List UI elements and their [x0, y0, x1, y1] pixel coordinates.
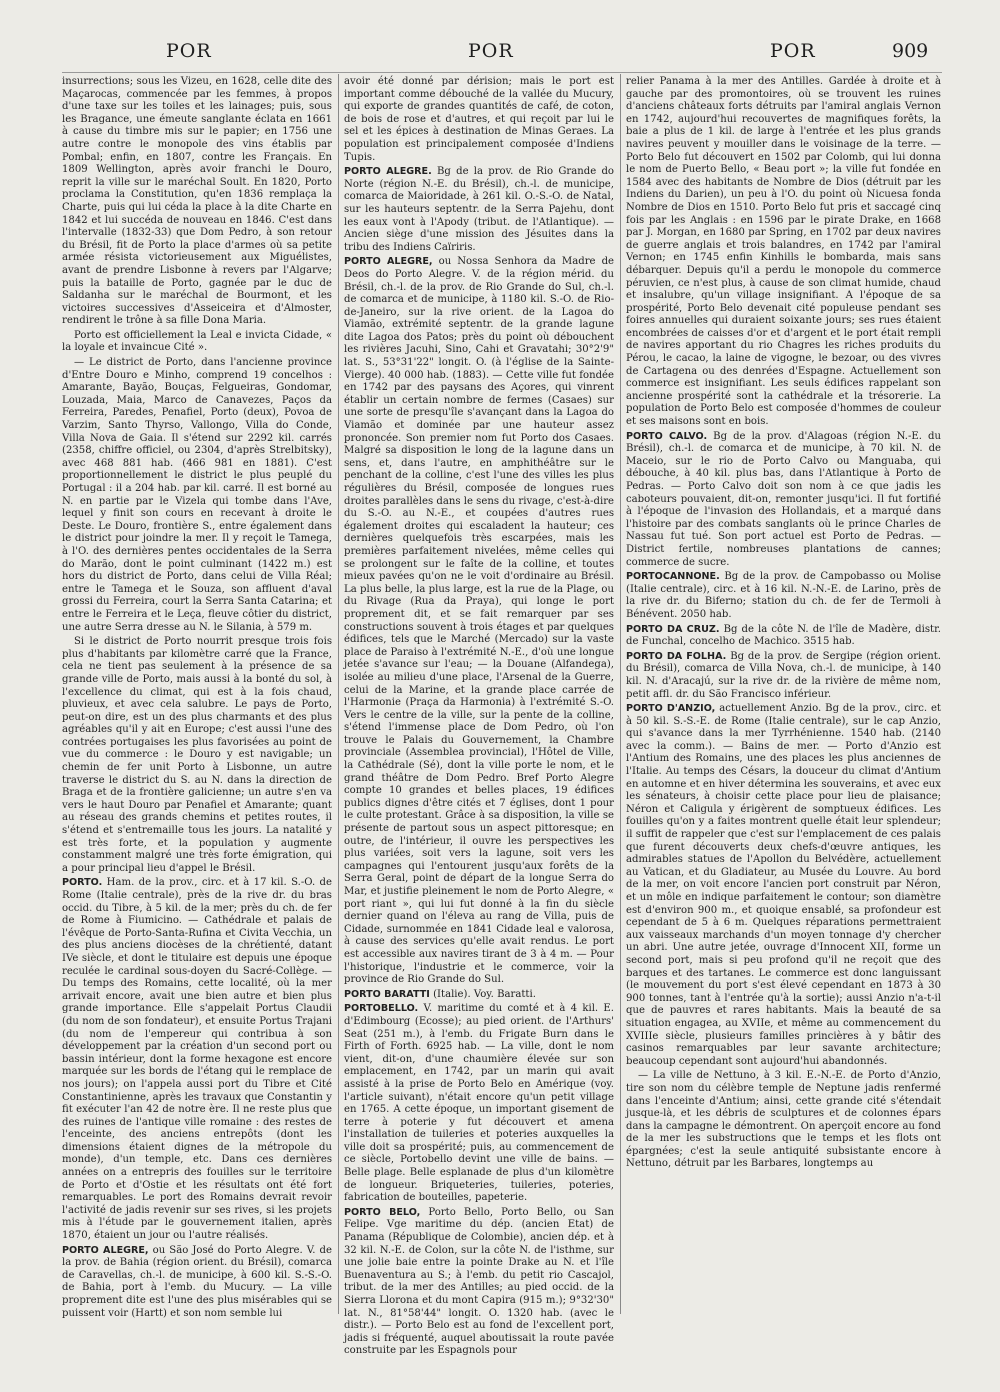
dictionary-entry: [62, 877, 332, 1242]
column-divider: [338, 74, 339, 1314]
dictionary-entry: [344, 256, 614, 986]
dictionary-entry: [626, 624, 941, 649]
running-head-center: POR: [468, 40, 514, 62]
entry-text: insurrections; sous les Vizeu, en 1628, celle dite des Maçarocas, commencée par les femmes, à propos d'une taxe sur les toiles et les lainages; puis, sous les Bragance, une émeute sanglante éclata en 1661 à cause du timbre mis sur le papier; en 1756 une autre contre le monopole des vins établis par Pombal; enfin, en 1807, contre les Français. En 1809 Wellington, après avoir franchi le Douro, reprit la ville sur le maréchal Soult. En 1820, Porto proclama la Constitution, qu'en 1836 remplaça la Charte, puis qui lui céda la place à la dite Charte en 1842 et lui succéda de nouveau en 1846. C'est dans l'intervalle (1832-33) que Dom Pedro, à son retour du Brésil, fit de Porto la place d'armes où sa petite armée résista victorieusement aux Miguélistes, avant de prendre Lisbonne à revers par l'Algarve; puis la bataille de Porto, gagnée par le duc de Saldanha sur le maréchal de Bourmont, et les victoires successives d'Asseiceira et d'Almoster, rendirent le trône à sa fille Dona Maria.: [62, 76, 332, 327]
entry-headword: PORTOBELLO.: [344, 1003, 419, 1015]
dictionary-entry: [626, 703, 941, 1068]
entry-text: — La ville de Nettuno, à 3 kil. E.-N.-E. de Porto d'Anzio, tire son nom du célèbre temple de Neptune jadis renfermé dans l'enceinte d'Antium; ainsi, cette grande cité s'étendait jusque-là, et les débris de sculptures et de colonnes épars dans la campagne le démontrent. On aperçoit encore au fond de la mer les substructions que le temps et les flots ont épargnées; c'est la seule antiquité subsistante encore à Nettuno, détruit par les Barbares, longtemps au: [626, 1070, 941, 1170]
dictionary-entry: [344, 1207, 614, 1358]
dictionary-entry: [62, 636, 332, 875]
entry-text: Bg de la prov. de Campobasso ou Molise (Italie centrale), circ. et à 16 kil. N.-N.-E. de Larino, près de la rive dr. du Biferno; station du ch. de fer de Termoli à Bénévent. 2050 hab.: [626, 571, 941, 620]
running-head-right: POR: [770, 40, 816, 62]
dictionary-entry: [344, 166, 614, 254]
text-column-2: [344, 76, 614, 1357]
entry-text: actuellement Anzio. Bg de la prov., circ. et à 50 kil. S.-S.-E. de Rome (Italie centrale), sur le cap Anzio, qui s'avance dans la mer Tyrrhénienne. 1540 hab. (2140 avec la comm.). — Bains de mer. — Porto d'Anzio est l'Antium des Romains, une des places les plus anciennes de l'Italie. Au temps des Césars, la douceur du climat d'Antium en automne et en hiver détermina les souverains, et avec eux les sénateurs, à choisir cette place pour lieu de plaisance; Néron et Caligula y érigèrent de somptueux édifices. Les fouilles qu'on y a faites montrent quelle était leur splendeur; il suffit de rappeler que c'est sur l'emplacement de ces palais que furent découverts deux chefs-d'œuvre antiques, les admirables statues de l'Apollon du Belvédère, actuellement au Vatican, et du Gladiateur, au Musée du Louvre. Au bord de la mer, on voit encore l'ancien port construit par Néron, et un môle en indique parfaitement le contour; son diamètre est d'environ 900 m., et quoique ensablé, sa profondeur est cependant de 5 à 6 m. Quelques réparations permettraient aux vaisseaux marchands d'un moyen tonnage d'y chercher un abri. Une autre jetée, ouvrage d'Innocent XII, forme un second port, mais si peu profond qu'il ne reçoit que des barques et des tartanes. Le commerce est donc languissant (le mouvement du port s'est élevé cependant en 1873 à 30 900 tonnes, tant à l'entrée qu'à la sortie); aussi Anzio n'a-t-il que de pauvres et rares habitants. Mais la beauté de sa situation engagea, au XVIIe, et même au commencement du XVIIIe siècle, plusieurs familles princières à y bâtir des casinos remarquables par leur savante architecture; beaucoup cependant sont aujourd'hui abandonnés.: [626, 703, 941, 1067]
entry-text: avoir été donné par dérision; mais le port est important comme débouché de la vallée du Mucury, qui exporte de grandes quantités de café, de coton, de bois de rose et d'autres, et qui reçoit par lui le sel et les épices à destination de Minas Geraes. La population est principalement composée d'Indiens Tupis.: [344, 76, 614, 163]
entry-text: Bg de la côte N. de l'île de Madère, distr. de Funchal, concelho de Machico. 3515 hab.: [626, 623, 941, 648]
dictionary-entry: [344, 989, 614, 1002]
entry-text: Porto Bello, Porto Bello, ou San Felipe. Vge maritime du dép. (ancien Etat) de Panama (République de Colombie), ancien dép. et à 32 kil. N.-E. de Colon, sur la côte N. de l'isthme, sur une jolie baie entre la pointe Drake au N. et l'île Buenaventura au S.; à l'emb. du petit rio Cascajol, tribut. de la mer des Antilles; au pied occid. de la Sierra Llorona et du mont Capira (915 m.); 9°32'30" lat. N., 81°58'44" longit. O. 1320 hab. (avec le distr.). — Porto Belo est au fond de l'excellent port, jadis si fréquenté, auquel aboutissait la route pavée construite par les Espagnols pour: [344, 1206, 614, 1357]
dictionary-entry: [626, 76, 941, 429]
entry-headword: PORTOCANNONE.: [626, 571, 720, 583]
header-rule: [62, 72, 942, 73]
entry-headword: PORTO CALVO.: [626, 430, 708, 442]
dictionary-entry: [62, 1245, 332, 1321]
entry-text: Si le district de Porto nourrit presque trois fois plus d'habitants par kilomètre carré que la France, cela ne tient pas seulement à la présence de sa grande ville de Porto, mais aussi à la bonté du sol, à l'excellence du climat, qui est à la fois chaud, pluvieux, et avec cela salubre. Le pays de Porto, peut-on dire, est un des plus charmants et des plus agréables qu'il y ait en Europe; c'est aussi l'une des contrées portugaises les plus favorisées au point de vue du commerce : le Douro y est navigable; un chemin de fer unit Porto à Lisbonne, un autre traverse le district du S. au N. dans la direction de Braga et de la frontière galicienne; un autre s'en va vers le haut Douro par Penafiel et Amarante; quant au réseau des grands chemins et petites routes, il s'étend et s'entremaille tous les jours. La natalité y est très forte, et la population y augmente constamment malgré une très forte émigration, qui a pour principal lieu d'appel le Brésil.: [62, 636, 332, 874]
entry-text: Ham. de la prov., circ. et à 17 kil. S.-O. de Rome (Italie centrale), près de la rive dr. du bras occid. du Tibre, à 5 kil. de la mer; près du ch. de fer de Rome à Fiumicino. — Cathédrale et palais de l'évêque de Porto-Santa-Rufina et Civita Vecchia, un des plus anciens diocèses de la chrétienté, datant IVe siècle, et dont le titulaire est depuis une époque reculée le cardinal sous-doyen du Sacré-Collège. — Du temps des Romains, cette localité, où la mer arrivait encore, avait une bien autre et bien plus grande importance. Elle s'appelait Portus Claudii (du nom de son fondateur), et ensuite Portus Trajani (du nom de l'empereur qui contribua à son développement par la création d'un second port ou bassin intérieur, dont la forme hexagone est encore marquée sur les bords de l'étang qui le remplace de nos jours); on l'appela aussi port du Tibre et Cité Constantinienne, après les travaux que Constantin y fit exécuter l'an 42 de notre ère. Il ne reste plus que des ruines de l'antique ville romaine : des restes de l'enceinte, des anciens entrepôts (dont les dimensions étaient dignes de la métropole du monde), d'un temple, etc. Dans ces dernières années on a entrepris des fouilles sur le territoire de Porto et d'Ostie et les résultats ont été fort remarquables. Le port des Romains devrait revoir l'activité de jadis revenir sur ses rives, si les projets mis à l'étude par le gouvernement italien, après 1870, étaient un jour ou l'autre réalisés.: [62, 877, 332, 1242]
dictionary-entry: [62, 357, 332, 634]
dictionary-entry: [62, 330, 332, 355]
entry-headword: PORTO ALEGRE.: [344, 166, 432, 178]
dictionary-entry: [344, 1003, 614, 1205]
entry-text: (Italie). Voy. Baratti.: [429, 988, 536, 1000]
dictionary-entry: [344, 76, 614, 164]
entry-headword: PORTO BARATTI: [344, 988, 430, 1000]
entry-headword: PORTO DA CRUZ.: [626, 623, 720, 635]
dictionary-entry: [62, 76, 332, 328]
entry-headword: PORTO ALEGRE,: [344, 256, 433, 268]
dictionary-entry: [626, 431, 941, 570]
entry-text: relier Panama à la mer des Antilles. Gardée à droite et à gauche par des promontoires, où se trouvent les ruines d'anciens châteaux forts détruits par l'amiral anglais Vernon en 1742, aujourd'hui recouvertes de magnifiques forêts, la baie a plus de 1 kil. de large à l'entrée et les plus grands navires peuvent y mouiller dans le voisinage de la terre. — Porto Belo fut découvert en 1502 par Colomb, qui lui donna le nom de Puerto Bello, « Beau port »; la ville fut fondée en 1584 avec des habitants de Nombre de Dios (détruit par les Indiens du Darien), un peu à l'O. du point où Nicuesa fonda Nombre de Dios en 1510. Porto Belo fut pris et saccagé cinq fois par les Anglais : en 1596 par le pirate Drake, en 1668 par J. Morgan, en 1680 par Spring, en 1702 par deux navires de guerre anglais et trois balandres, en 1742 par l'amiral Vernon; en 1745 enfin Kinhills le bombarda, mais sans débarquer. Depuis qu'il a perdu le monopole du commerce péruvien, ce n'est plus, à cause de son climat humide, chaud et insalubre, qu'un village insignifiant. A l'époque de sa prospérité, Porto Belo devenait cité populeuse pendant ses foires annuelles qui duraient soixante jours; ses rues étaient encombrées de caisses d'or et d'argent et le port était rempli de navires apportant du rio Chagres les riches produits du Pérou, le cacao, la laine de vigogne, le bezoar, ou des vivres de Cartagena ou des denrées d'Espagne. Actuellement son commerce est insignifiant. Les seuls édifices rappelant son ancienne prospérité sont la cathédrale et la trésorerie. La population de Porto Belo est composée d'hommes de couleur et ses maisons sont en bois.: [626, 76, 941, 428]
text-column-3: [626, 76, 941, 1306]
column-divider: [620, 74, 621, 1314]
entry-text: Porto est officiellement la Leal e invicta Cidade, « la loyale et invaincue Cité ».: [62, 329, 332, 354]
entry-text: ou São José do Porto Alegre. V. de la prov. de Bahia (région orient. du Brésil), comarca de Caravellas, ch.-l. de municipe, à 600 kil. S.-S.-O. de Bahia, port à l'emb. du Mucury. — La ville proprement dite est l'une des plus misérables qui se puissent voir (Hartt) et son nom semble lui: [62, 1244, 332, 1319]
entry-text: Bg de la prov. d'Alagoas (région N.-E. du Brésil), ch.-l. de comarca et de municipe, à 70 kil. N. de Maceio, sur le rio de Porto Calvo ou Manguaba, qui débouche, à 40 kil. plus bas, dans l'Atlantique à Porto de Pedras. — Porto Calvo doit son nom à ce que jadis les caboteurs pouvaient, dit-on, remonter jusqu'ici. Il fut fortifié à l'époque de l'invasion des Hollandais, et a marqué dans l'histoire par des combats sanglants où le prince Charles de Nassau fut tué. Son port actuel est Porto de Pedras. — District fertile, nombreuses plantations de cannes; commerce de sucre.: [626, 430, 941, 568]
entry-headword: PORTO DA FOLHA.: [626, 650, 727, 662]
entry-headword: PORTO ALEGRE,: [62, 1244, 149, 1256]
entry-text: V. maritime du comté et à 4 kil. E. d'Edimbourg (Ecosse); au pied orient. de l'Arthurs' Seat (251 m.), à l'emb. du Frigate Burn dans le Firth of Forth. 6925 hab. — La ville, dont le nom vient, dit-on, d'une chaumière élevée sur son emplacement, en 1742, par un marin qui avait assisté à la prise de Porto Belo en Amérique (voy. l'article suivant), n'était encore qu'un petit village en 1765. A cette époque, un important gisement de terre à poterie y fut découvert et amena l'installation de tuileries et poteries auxquelles la ville doit sa prospérité; puis, au commencement de ce siècle, Portobello devint une ville de bains. — Belle plage. Belle esplanade de plus d'un kilomètre de longueur. Briqueteries, tuileries, poteries, fabrication de bouteilles, papeterie.: [344, 1003, 614, 1204]
dictionary-entry: [626, 1070, 941, 1171]
page-number: 909: [892, 40, 929, 62]
running-head-left: POR: [166, 40, 212, 62]
entry-text: Bg de la prov. de Rio Grande do Norte (région N.-E. du Brésil), ch.-l. de municipe, comarca de Maioridade, à 261 kil. O.-S.-O. de Natal, sur les hauteurs septentr. de la Serra Pajehu, dont les eaux vont à l'Apody (tribut. de l'Atlantique). — Ancien siège d'une mission des Jésuites dans la tribu des Indiens Caïriris.: [344, 166, 614, 253]
entry-text: Bg de la prov. de Sergipe (région orient. du Brésil), comarca de Villa Nova, ch.-l. de municipe, à 140 kil. N. d'Aracajú, sur la rive dr. de la rivière de même nom, petit affl. dr. du São Francisco inférieur.: [626, 650, 942, 700]
entry-text: — Le district de Porto, dans l'ancienne province d'Entre Douro e Minho, comprend 19 concelhos : Amarante, Bayão, Bouças, Felgueiras, Gondomar, Louzada, Maia, Marco de Canavezes, Paços da Ferreira, Paredes, Penafiel, Porto (deux), Povoa de Varzim, Santo Thyrso, Vallongo, Villa do Conde, Villa Nova de Gaia. Il s'étend sur 2292 kil. carrés (2358, chiffre officiel, ou 2304, d'après Strelbitsky), avec 468 881 hab. (466 981 en 1881). C'est proportionnellement le district le plus peuplé du Portugal : il a 204 hab. par kil. carré. Il est borné au N. en partie par le Vizela qui tombe dans l'Ave, lequel y finit son cours en recevant à droite le Deste. Le Douro, frontière S., entre également dans le district pour joindre la mer. Il y reçoit le Tamega, à l'O. des dernières pentes occidentales de la Serra do Marão, dont le point culminant (1422 m.) est hors du district de Porto, dans celui de Villa Réal; entre le Tamega et le Souza, son affluent d'aval grossi du Ferreira, court la Serra Santa Catarina; et entre le Ferreira et le Leça, fleuve côtier du district, une autre Serra dresse au N. le Silania, à 579 m.: [62, 357, 332, 633]
entry-headword: PORTO BELO,: [344, 1206, 421, 1218]
entry-text: ou Nossa Senhora da Madre de Deos do Porto Alegre. V. de la région mérid. du Brésil, ch.-l. de la prov. de Rio Grande do Sul, ch.-l. de comarca et de municipe, à 1180 kil. S.-O. de Rio-de-Janeiro, sur la rive orient. de la Lagoa do Viamão, extrémité septentr. de la grande lagune dite Lagoa dos Patos; près du point où débouchent les rivières Jacuhi, Sino, Cahi et Gravatahi; 30°2'9" lat. S., 53°31'22" longit. O. (à l'église de la Sainte-Vierge). 40 000 hab. (1883). — Cette ville fut fondée en 1742 par des paysans des Açores, qui vinrent établir un certain nombre de fermes (Casaes) sur une sorte de presqu'île s'avançant dans la Lagoa do Viamão et dominée par une hauteur assez prononcée. Son premier nom fut Porto dos Casaes. Malgré sa disposition le long de la lagune dans un sens, et, dans l'autre, en amphithéâtre sur le penchant de la colline, c'est l'une des villes les plus régulières du Brésil, composée de longues rues droites parallèles dans le sens du rivage, c'est-à-dire du S.-O. au N.-E., et coupées d'autres rues également droites qui escaladent la hauteur; ces dernières quelquefois très escarpées, mais les premières parfaitement nivelées, même celles qui se prolongent sur le faîte de la colline, et toutes mieux pavées qu'on ne le voit d'ordinaire au Brésil. La plus belle, la plus large, est la rue de la Plage, ou du Rivage (Rua da Praya), qui longe le port proprement dit, et se fait remarquer par ses constructions souvent à trois étages et par quelques édifices, tels que le Marché (Mercado) sur la vaste place de Paraiso à l'extrémité N.-E., d'où une longue jetée s'avance sur l'eau; — la Douane (Alfandega), isolée au milieu d'une place, l'Arsenal de la Guerre, celui de la Marine, et la grande place carrée de l'Harmonie (Praça da Harmonia) à l'extrémité S.-O. Vers le centre de la ville, sur la pente de la colline, s'étend l'immense place de Dom Pedro, où l'on trouve le Palais du Gouvernement, la Chambre provinciale (Assemblea provincial), l'Hôtel de Ville, la Cathédrale (Sé), dont la ville porte le nom, et le grand théâtre de Dom Pedro. Bref Porto Alegre compte 10 grandes et belles places, 19 édifices publics dignes d'être cités et 7 églises, dont 1 pour le culte protestant. Grâce à sa disposition, la ville se présente de partout sous un aspect pittoresque; en outre, de l'intérieur, il ouvre les perspectives les plus variées, soit vers la lagune, soit vers les campagnes qui l'entourent jusqu'aux forêts de la Serra Geral, point de départ de la longue Serra do Mar, et justifie pleinement le nom de Porto Alegre, « port riant », qui lui fut donné à la fin du siècle dernier quand on l'éleva au rang de Villa, puis de Cidade, surnommée en 1841 Cidade leal e valorosa, à cause des services qu'elle avait rendus. Le port est accessible aux navires tirant de 3 à 4 m. — Pour l'historique, l'industrie et le commerce, voir la province de Rio Grande do Sul.: [344, 256, 614, 986]
text-column-1: [62, 76, 332, 1319]
dictionary-entry: [626, 651, 941, 701]
entry-headword: PORTO D'ANZIO,: [626, 703, 716, 715]
entry-headword: PORTO.: [62, 877, 103, 889]
dictionary-entry: [626, 571, 941, 621]
